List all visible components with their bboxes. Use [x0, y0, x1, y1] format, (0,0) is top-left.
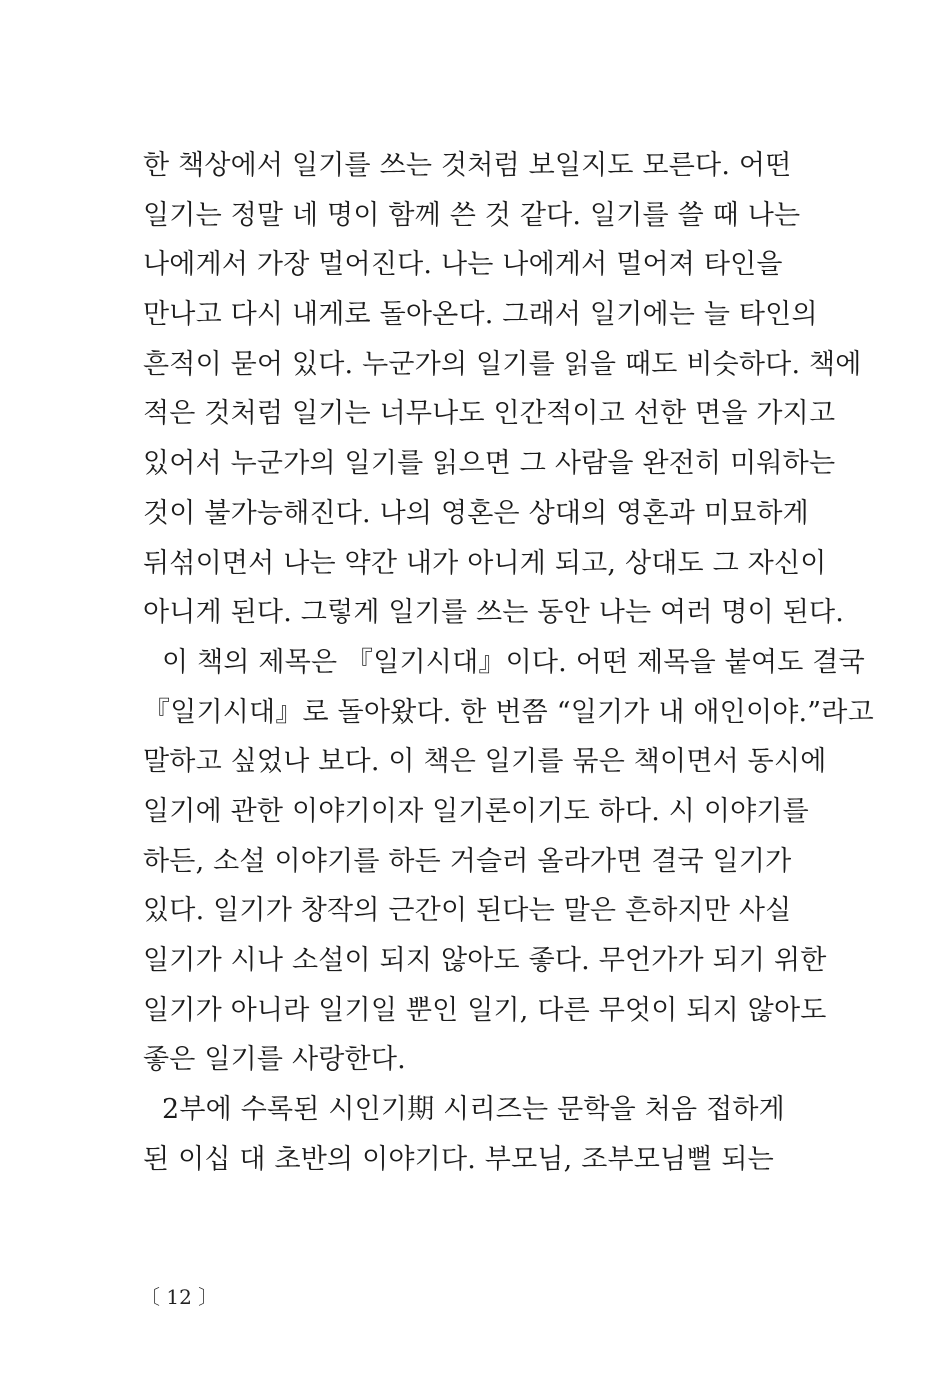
text-line-9: 뒤섞이면서 나는 약간 내가 아니게 되고, 상대도 그 자신이	[143, 547, 827, 579]
text-line-10: 아니게 된다. 그렇게 일기를 쓰는 동안 나는 여러 명이 된다.	[143, 597, 845, 629]
text-line-4: 만나고 다시 내게로 돌아온다. 그래서 일기에는 늘 타인의	[143, 299, 818, 331]
text-line-17: 일기가 시나 소설이 되지 않아도 좋다. 무언가가 되기 위한	[143, 945, 827, 976]
text-line-13: 말하고 싶었나 보다. 이 책은 일기를 묶은 책이면서 동시에	[143, 746, 827, 778]
text-line-1: 한 책상에서 일기를 쓰는 것처럼 보일지도 모른다. 어떤	[143, 150, 792, 181]
text-line-12: 『일기시대』로 돌아왔다. 한 번쯤 “일기가 내 애인이야.”라고	[143, 696, 874, 728]
text-line-3: 나에게서 가장 멀어진다. 나는 나에게서 멀어져 타인을	[143, 249, 783, 281]
text-line-18: 일기가 아니라 일기일 뿐인 일기, 다른 무엇이 되지 않아도	[143, 994, 827, 1026]
body-text	[143, 141, 874, 1184]
text-line-7: 있어서 누군가의 일기를 읽으면 그 사람을 완전히 미워하는	[143, 448, 836, 480]
text-line-19: 좋은 일기를 사랑한다.	[143, 1044, 406, 1076]
text-line-21: 된 이십 대 초반의 이야기다. 부모님, 조부모님뻘 되는	[143, 1143, 774, 1175]
text-line-15: 하든, 소설 이야기를 하든 거슬러 올라가면 결국 일기가	[143, 845, 792, 877]
text-line-2: 일기는 정말 네 명이 함께 쓴 것 같다. 일기를 쓸 때 나는	[143, 199, 801, 231]
text-line-16: 있다. 일기가 창작의 근간이 된다는 말은 흔하지만 사실	[143, 895, 792, 927]
text-line-14: 일기에 관한 이야기이자 일기론이기도 하다. 시 이야기를	[143, 795, 809, 827]
text-line-20: 2부에 수록된 시인기期 시리즈는 문학을 처음 접하게	[162, 1094, 785, 1126]
page-number: 〔 12 〕	[140, 1285, 219, 1309]
text-line-11: 이 책의 제목은 『일기시대』이다. 어떤 제목을 붙여도 결국	[162, 646, 865, 678]
text-line-8: 것이 불가능해진다. 나의 영혼은 상대의 영혼과 미묘하게	[143, 497, 809, 529]
text-line-5: 흔적이 묻어 있다. 누군가의 일기를 읽을 때도 비슷하다. 책에	[143, 348, 862, 380]
text-line-6: 적은 것처럼 일기는 너무나도 인간적이고 선한 면을 가지고	[143, 398, 836, 430]
